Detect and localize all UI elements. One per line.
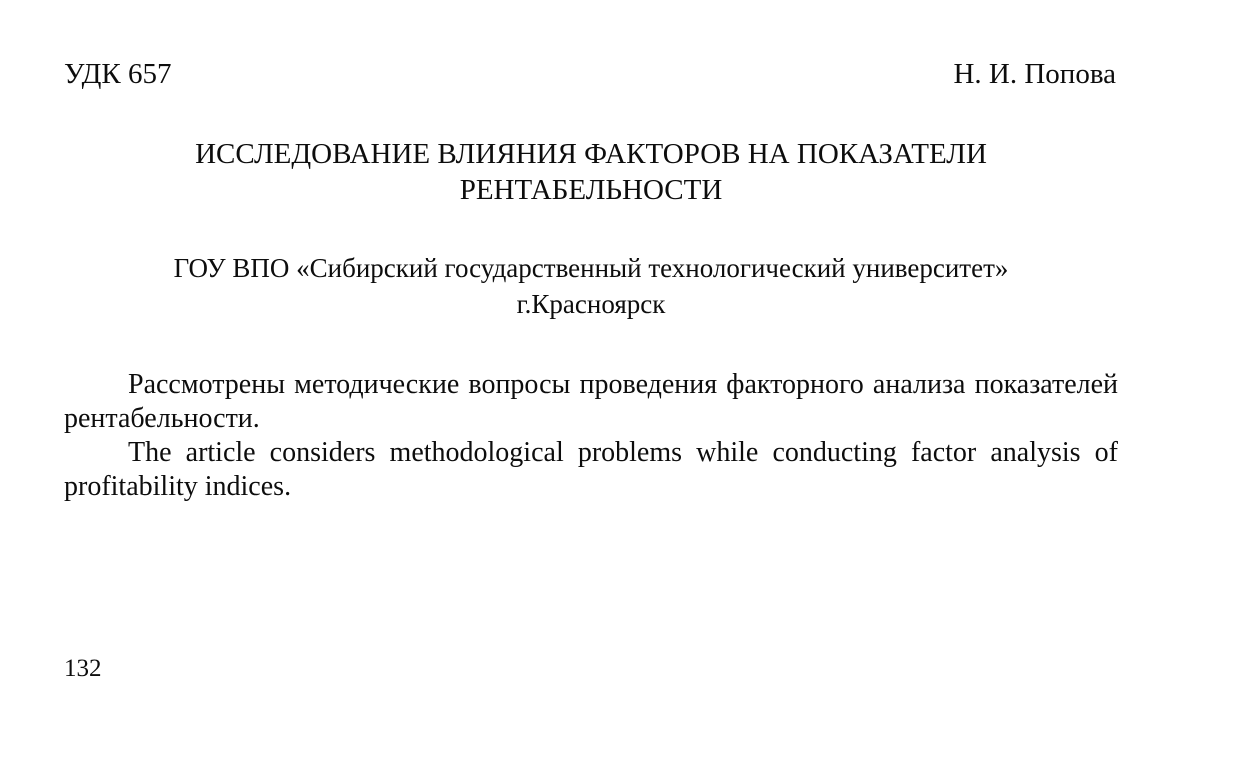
affiliation-line-2: г.Красноярск [516,289,666,319]
abstract-russian: Рассмотрены методические вопросы проведения факторного анализа показателей рентабельности. [64,369,1118,434]
affiliation-line-1: ГОУ ВПО «Сибирский государственный технологический университет» [173,253,1009,283]
affiliation [64,250,1118,322]
udk-code: УДК 657 [64,58,172,90]
abstract-english: The article considers methodological problems while conducting factor analysis of profitability indices. [64,437,1118,502]
title-line-1: ИССЛЕДОВАНИЕ ВЛИЯНИЯ ФАКТОРОВ НА ПОКАЗАТЕЛИ [195,138,987,170]
author-name: Н. И. Попова [953,58,1116,90]
article-title [64,136,1118,208]
title-line-2: РЕНТАБЕЛЬНОСТИ [459,174,723,206]
page-number: 132 [64,655,102,682]
abstract [64,368,1118,504]
